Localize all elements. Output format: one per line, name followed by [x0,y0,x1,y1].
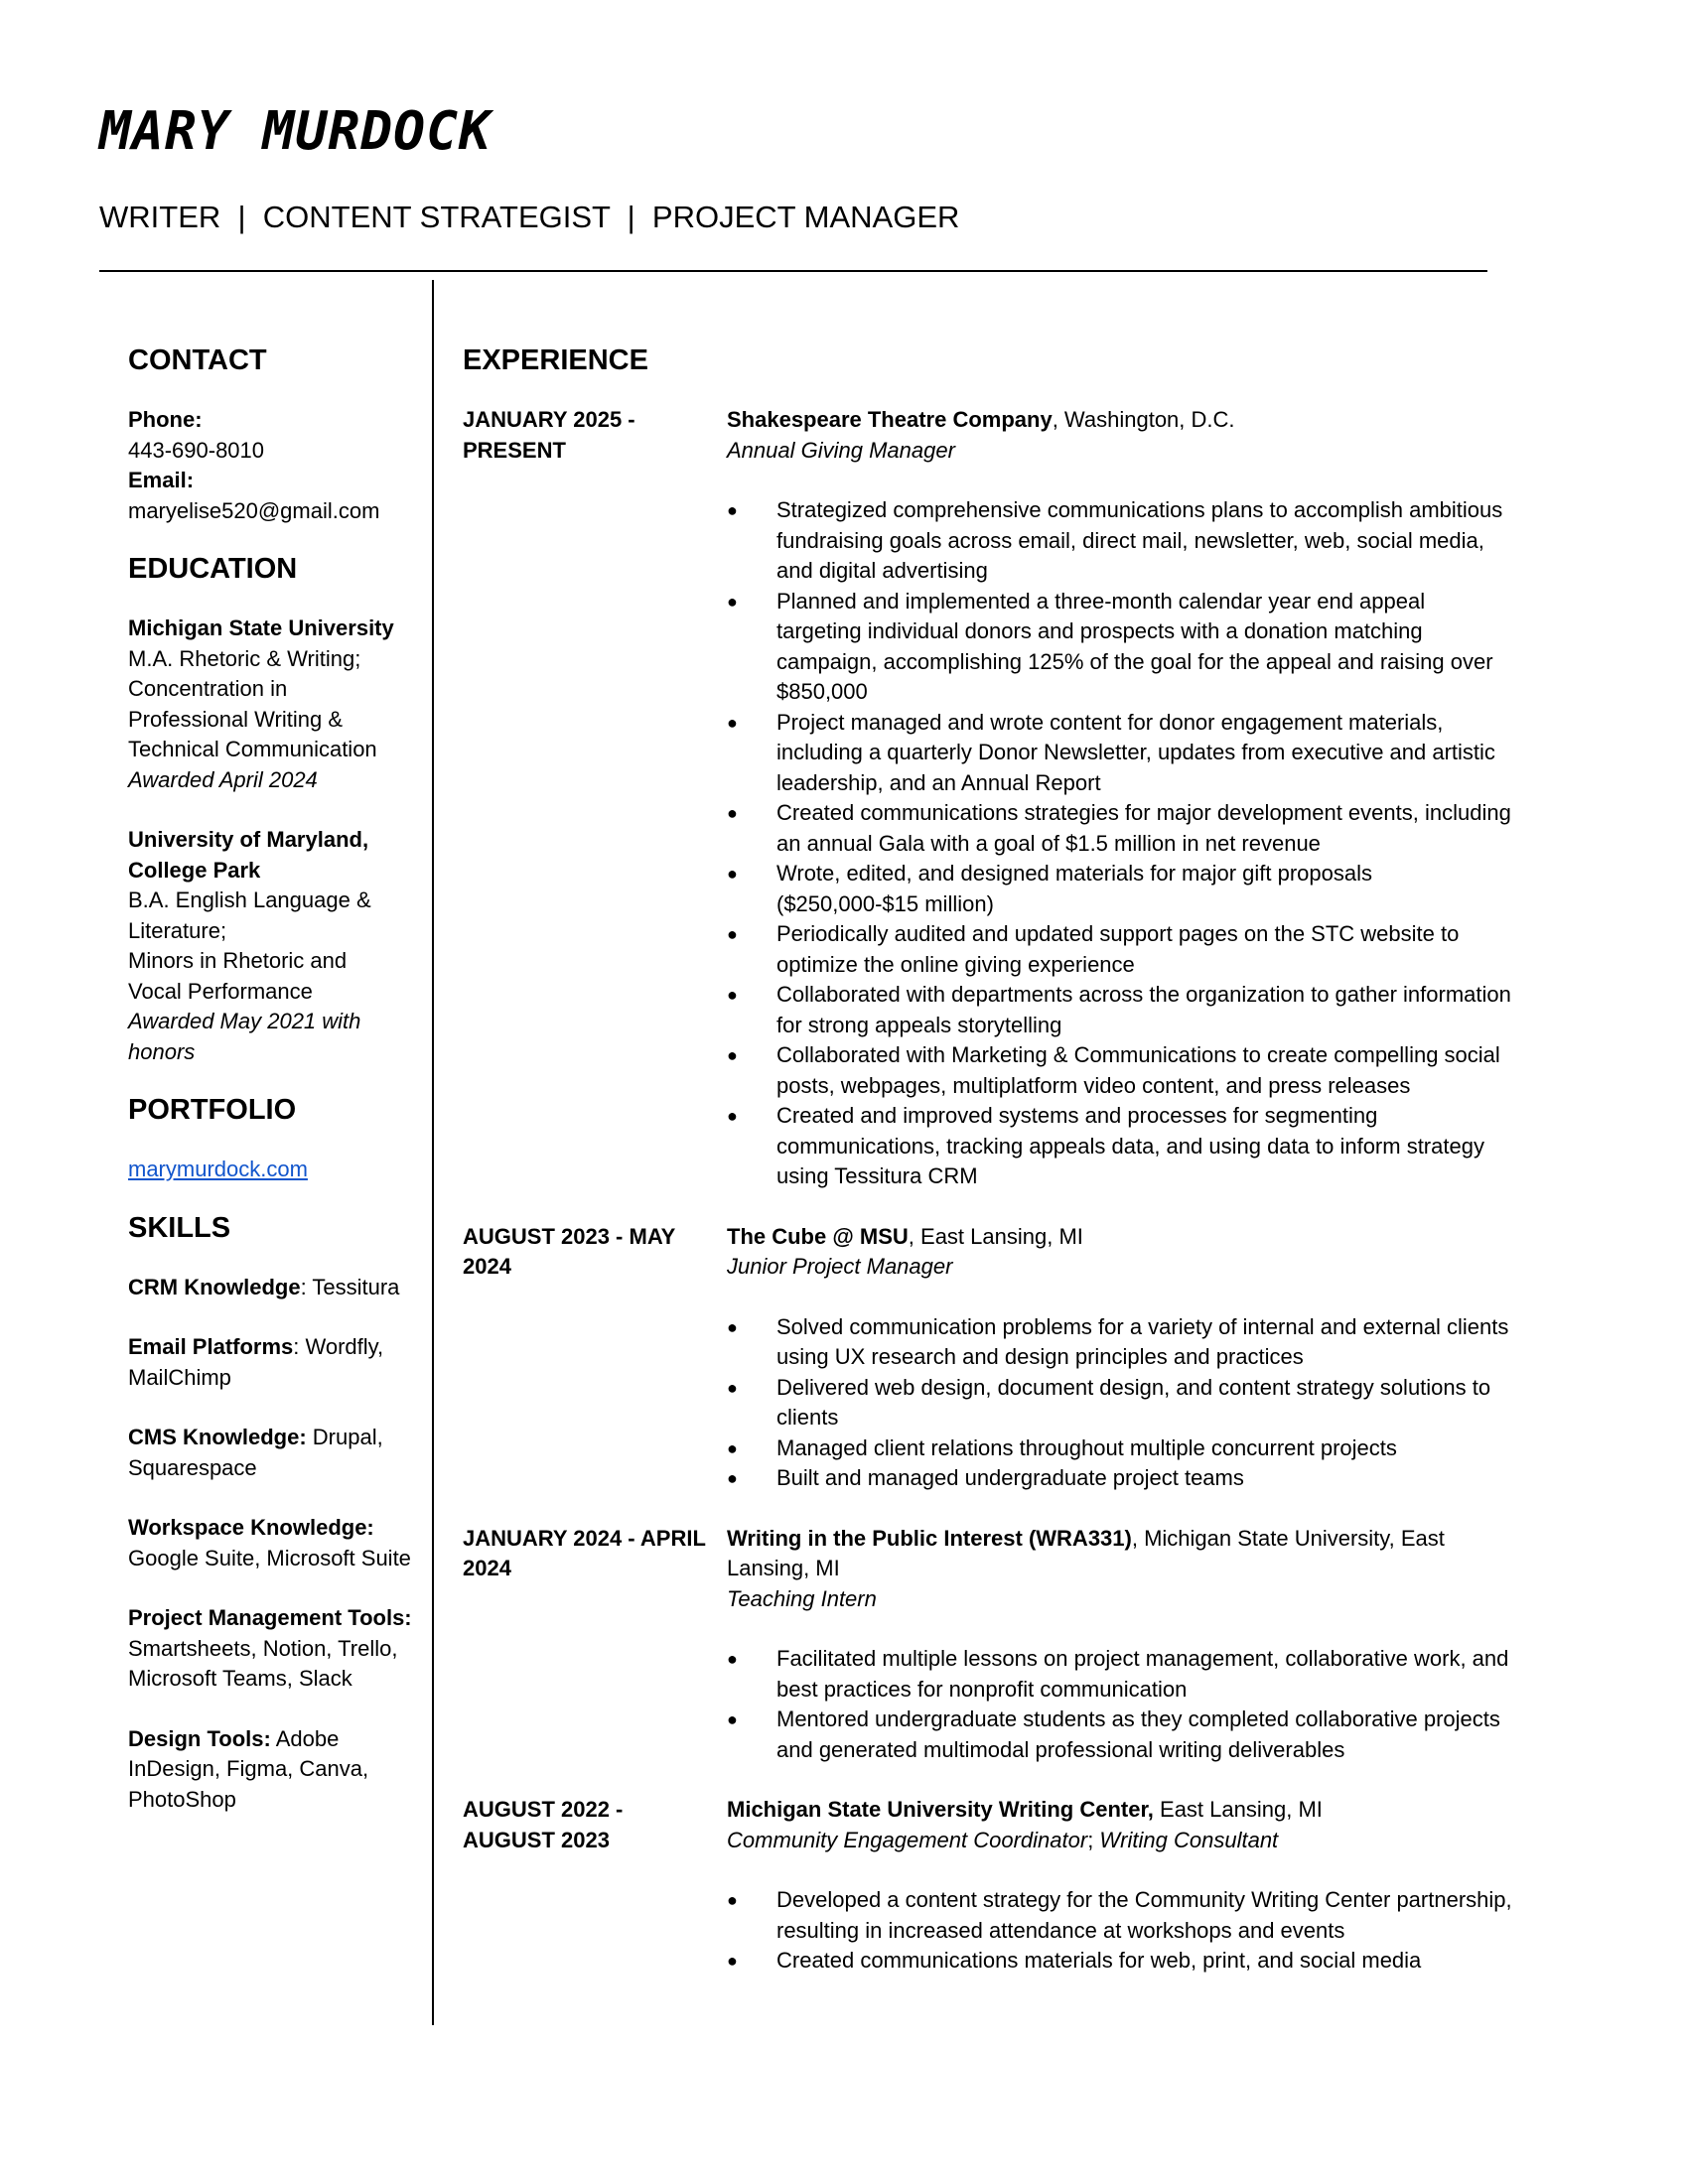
degree-line: B.A. English Language & [128,887,371,912]
job-bullet: ● Collaborated with departments across the organization to gather information for strong appeals storytelling [727,980,1515,1040]
school-entry [128,614,416,795]
job-date-line: JANUARY 2024 - APRIL [463,1525,706,1551]
job-date-line: AUGUST 2022 - [463,1797,624,1822]
email-label: Email: [128,468,195,492]
awarded-date: Awarded April 2024 [128,766,318,792]
education-section [128,550,416,1067]
school-entry [128,825,416,1067]
job-role: Writing Consultant [1099,1827,1279,1852]
job-details [727,405,1515,1192]
job-bullet: ● Managed client relations throughout multiple concurrent projects [727,1433,1515,1464]
job-role: Community Engagement Coordinator [727,1827,1088,1852]
job-date-line: AUGUST 2023 - MAY [463,1223,676,1249]
job-bullet: ● Strategized comprehensive communications plans to accomplish ambitious fundraising goals across email, direct mail, newsletter, web, social media, and digital advertising [727,495,1515,587]
header-divider [99,270,1487,272]
job-entry [463,1222,1515,1494]
job-bullet: ● Created communications strategies for major development events, including an annual Gala with a goal of $1.5 million in net revenue [727,798,1515,859]
job-role: Junior Project Manager [727,1254,953,1279]
skill-value: Google Suite, Microsoft Suite [128,1545,411,1570]
job-date-line: PRESENT [463,437,566,463]
job-date-line: 2024 [463,1254,511,1279]
skill-item [128,1273,416,1303]
job-role-line [727,1826,1515,1856]
skill-label: CRM Knowledge [128,1274,301,1299]
job-bullet: ● Mentored undergraduate students as they completed collaborative projects and generated multimodal professional writing deliverables [727,1705,1515,1765]
resume-tagline: WRITER | CONTENT STRATEGIST | PROJECT MANAGER [99,200,960,234]
skill-item [128,1513,416,1573]
job-bullets [727,495,1515,1192]
job-date-line: JANUARY 2025 - [463,407,635,432]
job-bullets [727,1644,1515,1765]
skill-item [128,1724,416,1816]
job-org: Writing in the Public Interest (WRA331) [727,1525,1132,1551]
job-bullets [727,1885,1515,1977]
degree-line: Vocal Performance [128,978,313,1004]
job-date-line: 2024 [463,1556,511,1580]
job-bullet: ● Solved communication problems for a variety of internal and external clients using UX research and design principles and practices [727,1312,1515,1373]
job-bullet: ● Collaborated with Marketing & Communications to create compelling social posts, webpages, multiplatform video content, and press releases [727,1040,1515,1101]
skill-item [128,1332,416,1393]
awarded-date: Awarded May 2021 with [128,1009,361,1033]
skill-label: Email Platforms [128,1334,294,1359]
job-entry [463,1524,1515,1766]
job-org-line [727,1524,1515,1584]
job-details [727,1222,1515,1494]
skill-value: Adobe InDesign, Figma, Canva, PhotoShop [128,1725,369,1812]
job-dates [463,405,727,1192]
job-bullet: ● Built and managed undergraduate project teams [727,1463,1515,1494]
job-dates [463,1524,727,1766]
job-entry [463,1795,1515,1977]
degree-line: Technical Communication [128,737,377,761]
job-dates [463,1795,727,1977]
skill-value: Drupal, Squarespace [128,1425,383,1480]
job-bullet: ● Created and improved systems and processes for segmenting communications, tracking appeals data, and using data to inform strategy using Tessitura CRM [727,1101,1515,1192]
phone-value: 443-690-8010 [128,437,265,463]
job-bullet: ● Facilitated multiple lessons on project management, collaborative work, and best practices for nonprofit communication [727,1644,1515,1705]
portfolio-heading: PORTFOLIO [128,1094,297,1126]
skill-label: Workspace Knowledge: [128,1515,374,1540]
contact-heading: CONTACT [128,344,267,376]
job-role-separator: ; [1087,1827,1100,1852]
job-location: East Lansing, MI [1153,1797,1323,1822]
phone-label: Phone: [128,407,203,432]
job-location: , Washington, D.C. [1052,407,1235,432]
job-date-line: AUGUST 2023 [463,1827,610,1852]
job-bullet: ● Created communications materials for web, print, and social media [727,1946,1515,1977]
skill-value: : Tessitura [300,1274,400,1299]
degree-line: M.A. Rhetoric & Writing; [128,645,361,671]
job-bullet: ● Wrote, edited, and designed materials for major gift proposals ($250,000-$15 million) [727,859,1515,919]
portfolio-link[interactable]: marymurdock.com [128,1157,308,1181]
school-name: College Park [128,857,261,883]
degree-line: Professional Writing & [128,706,344,732]
skill-item [128,1423,416,1483]
job-bullet: ● Project managed and wrote content for donor engagement materials, including a quarterly Donor Newsletter, updates from executive and artistic leadership, and an Annual Report [727,708,1515,799]
job-bullet: ● Planned and implemented a three-month calendar year end appeal targeting individual donors and prospects with a donation matching campaign, accomplishing 125% of the goal for the appeal and raising over $850,000 [727,587,1515,708]
experience-section [463,341,1515,1977]
job-org-line [727,405,1515,436]
job-dates [463,1222,727,1494]
job-entry [463,405,1515,1192]
experience-heading: EXPERIENCE [463,344,648,376]
job-org-line [727,1222,1515,1253]
job-bullets [727,1312,1515,1494]
email-value: maryelise520@gmail.com [128,497,380,523]
awarded-date: honors [128,1038,196,1064]
job-bullet: ● Periodically audited and updated support pages on the STC website to optimize the online giving experience [727,919,1515,980]
job-org: Shakespeare Theatre Company [727,407,1053,432]
skills-heading: SKILLS [128,1211,231,1244]
degree-line: Concentration in [128,676,288,701]
contact-section [128,341,416,526]
sidebar [128,341,416,1815]
skill-value: : Wordfly, MailChimp [128,1334,384,1390]
school-name: Michigan State University [128,615,394,640]
portfolio-section [128,1091,416,1185]
job-org-line [727,1795,1515,1826]
column-divider [432,280,434,2025]
job-details [727,1795,1515,1977]
job-bullet: ● Developed a content strategy for the Community Writing Center partnership, resulting in increased attendance at workshops and events [727,1885,1515,1946]
job-location: , Michigan State University, East Lansing, MI [727,1525,1445,1580]
resume-name: MARY MURDOCK [99,101,492,162]
job-location: , East Lansing, MI [908,1223,1083,1249]
job-org: Michigan State University Writing Center, [727,1797,1154,1822]
job-org: The Cube @ MSU [727,1223,909,1249]
job-role: Teaching Intern [727,1585,877,1611]
job-details [727,1524,1515,1766]
skill-label: CMS Knowledge: [128,1425,307,1449]
skill-label: Project Management Tools: [128,1605,412,1630]
skills-section [128,1209,416,1816]
skill-item [128,1603,416,1695]
job-bullet: ● Delivered web design, document design, and content strategy solutions to clients [727,1373,1515,1433]
degree-line: Literature; [128,917,227,943]
education-heading: EDUCATION [128,553,298,585]
school-name: University of Maryland, [128,827,369,852]
degree-line: Minors in Rhetoric and [128,948,348,973]
skill-value: Smartsheets, Notion, Trello, Microsoft Teams, Slack [128,1635,398,1691]
job-role: Annual Giving Manager [727,437,955,463]
skill-label: Design Tools: [128,1725,271,1751]
